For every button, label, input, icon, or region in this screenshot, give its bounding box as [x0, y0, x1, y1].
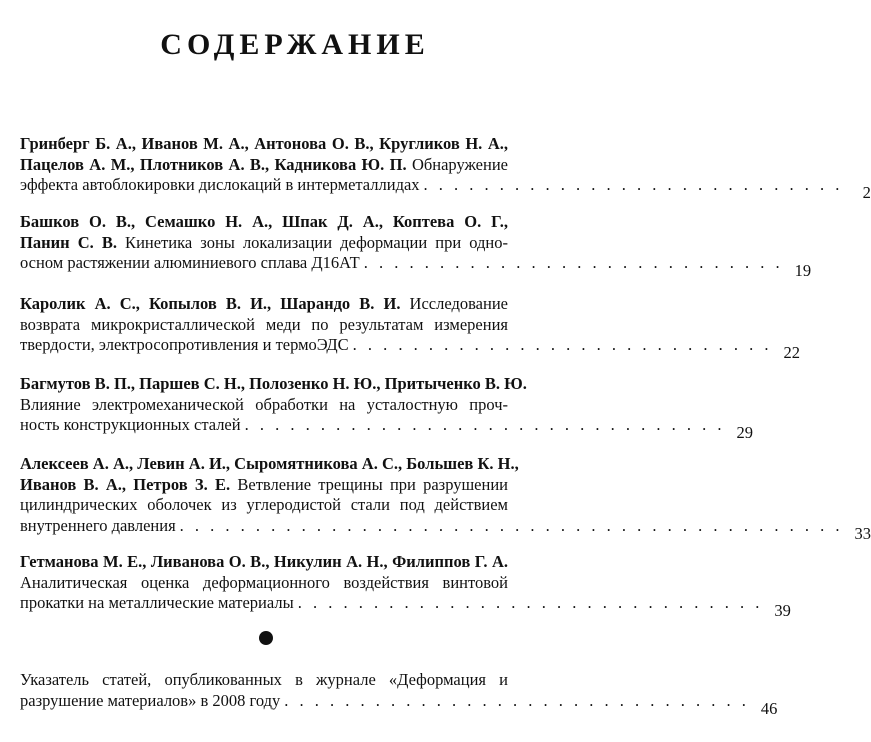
toc-line: [20, 175, 871, 202]
page-title: СОДЕРЖАНИЕ: [160, 28, 430, 61]
toc-line: [20, 454, 519, 475]
toc-line: [20, 670, 508, 691]
toc-title: ность конструкционных сталей: [20, 415, 241, 434]
toc-line: [20, 233, 508, 254]
toc-title: цилиндрических оболочек из углеродистой стали под действием: [20, 495, 508, 514]
toc-entry[interactable]: [20, 374, 753, 442]
toc-title: твердости, электросопротивления и термоЭДС: [20, 335, 349, 354]
toc-page-number: 39: [774, 601, 791, 620]
toc-title: Обнаружение: [406, 154, 508, 174]
toc-title: возврата микрокристаллической меди по результатам измерения: [20, 314, 508, 334]
toc-page-number: 33: [854, 523, 871, 543]
toc-leader-dots: . . . . . . . . . . . . . . . . . . . . . . . . . . . .: [423, 175, 843, 194]
toc-title: прокатки на металлические материалы: [20, 593, 294, 612]
toc-line: [20, 294, 508, 315]
toc-line: [20, 395, 508, 416]
toc-authors: Каролик А. С., Копылов В. И., Шарандо В. И.: [20, 294, 401, 313]
toc-entry[interactable]: [20, 212, 812, 280]
toc-leader-dots: . . . . . . . . . . . . . . . . . . . . . . . . . . . .: [363, 253, 784, 272]
toc-authors: Гринберг Б. А., Иванов М. А., Антонова О. В., Кругликов Н. А.,: [20, 134, 508, 153]
toc-title: внутреннего давления: [20, 515, 176, 535]
toc-line: [20, 374, 527, 395]
toc-line: [20, 690, 778, 718]
toc-line: [20, 253, 812, 280]
toc-page-number: 29: [736, 423, 753, 442]
toc-title: эффекта автоблокировки дислокаций в интерметаллидах: [20, 175, 420, 194]
toc-line: [20, 475, 508, 496]
toc-title: Указатель статей, опубликованных в журнале «Деформация и: [20, 670, 508, 689]
toc-entry-index[interactable]: [20, 670, 778, 718]
toc-page-number: 2: [862, 183, 871, 202]
toc-leader-dots: . . . . . . . . . . . . . . . . . . . . . . . . . . . . . . . . . . . . . . . . . . . .: [179, 515, 844, 535]
toc-authors: Багмутов В. П., Паршев С. Н., Полозенко Н. Ю., Притыченко В. Ю.: [20, 374, 527, 393]
toc-leader-dots: . . . . . . . . . . . . . . . . . . . . . . . . . . . . . . . .: [244, 415, 725, 434]
toc-entry[interactable]: [20, 552, 791, 620]
toc-leader-dots: . . . . . . . . . . . . . . . . . . . . . . . . . . . . . . .: [284, 690, 750, 710]
toc-line: [20, 573, 508, 594]
toc-authors: Гетманова М. Е., Ливанова О. В., Никулин А. Н., Филиппов Г. А.: [20, 552, 508, 571]
toc-line: [20, 134, 508, 155]
toc-line: [20, 593, 791, 620]
toc-page-number: 19: [794, 261, 812, 280]
toc-line: [20, 515, 871, 543]
toc-line: [20, 212, 508, 233]
toc-entry[interactable]: [20, 294, 800, 362]
toc-title: Ветвление трещины при разрушении: [230, 474, 508, 494]
toc-page-number: 22: [783, 343, 800, 362]
toc-authors: Алексеев А. А., Левин А. И., Сыромятникова А. С., Большев К. Н.,: [20, 454, 519, 473]
toc-title: Исследование: [400, 294, 508, 313]
toc-line: [20, 552, 508, 573]
toc-title: осном растяжении алюминиевого сплава Д16АТ: [20, 253, 360, 272]
toc-leader-dots: . . . . . . . . . . . . . . . . . . . . . . . . . . . .: [352, 335, 772, 354]
toc-line: [20, 315, 508, 336]
toc-title: Кинетика зоны локализации деформации при одно-: [116, 232, 508, 252]
toc-title: разрушение материалов» в 2008 году: [20, 690, 281, 710]
toc-line: [20, 415, 753, 442]
toc-page-number: 46: [760, 698, 778, 718]
toc-entry[interactable]: [20, 134, 871, 202]
toc-authors: Башков О. В., Семашко Н. А., Шпак Д. А., Коптева О. Г.,: [20, 212, 508, 231]
toc-authors: Панин С. В.: [20, 232, 117, 252]
toc-leader-dots: . . . . . . . . . . . . . . . . . . . . . . . . . . . . . . .: [297, 593, 763, 612]
toc-title: Аналитическая оценка деформационного воздействия винтовой: [20, 572, 508, 592]
toc-line: [20, 335, 800, 362]
toc-authors: Иванов В. А., Петров З. Е.: [20, 474, 231, 494]
toc-line: [20, 155, 508, 176]
toc-entry[interactable]: [20, 454, 871, 543]
toc-line: [20, 495, 508, 516]
section-separator-bullet: [259, 631, 273, 645]
toc-authors: Пацелов А. М., Плотников А. В., Кадникова Ю. П.: [20, 154, 407, 174]
toc-title: Влияние электромеханической обработки на усталостную проч-: [20, 394, 508, 414]
